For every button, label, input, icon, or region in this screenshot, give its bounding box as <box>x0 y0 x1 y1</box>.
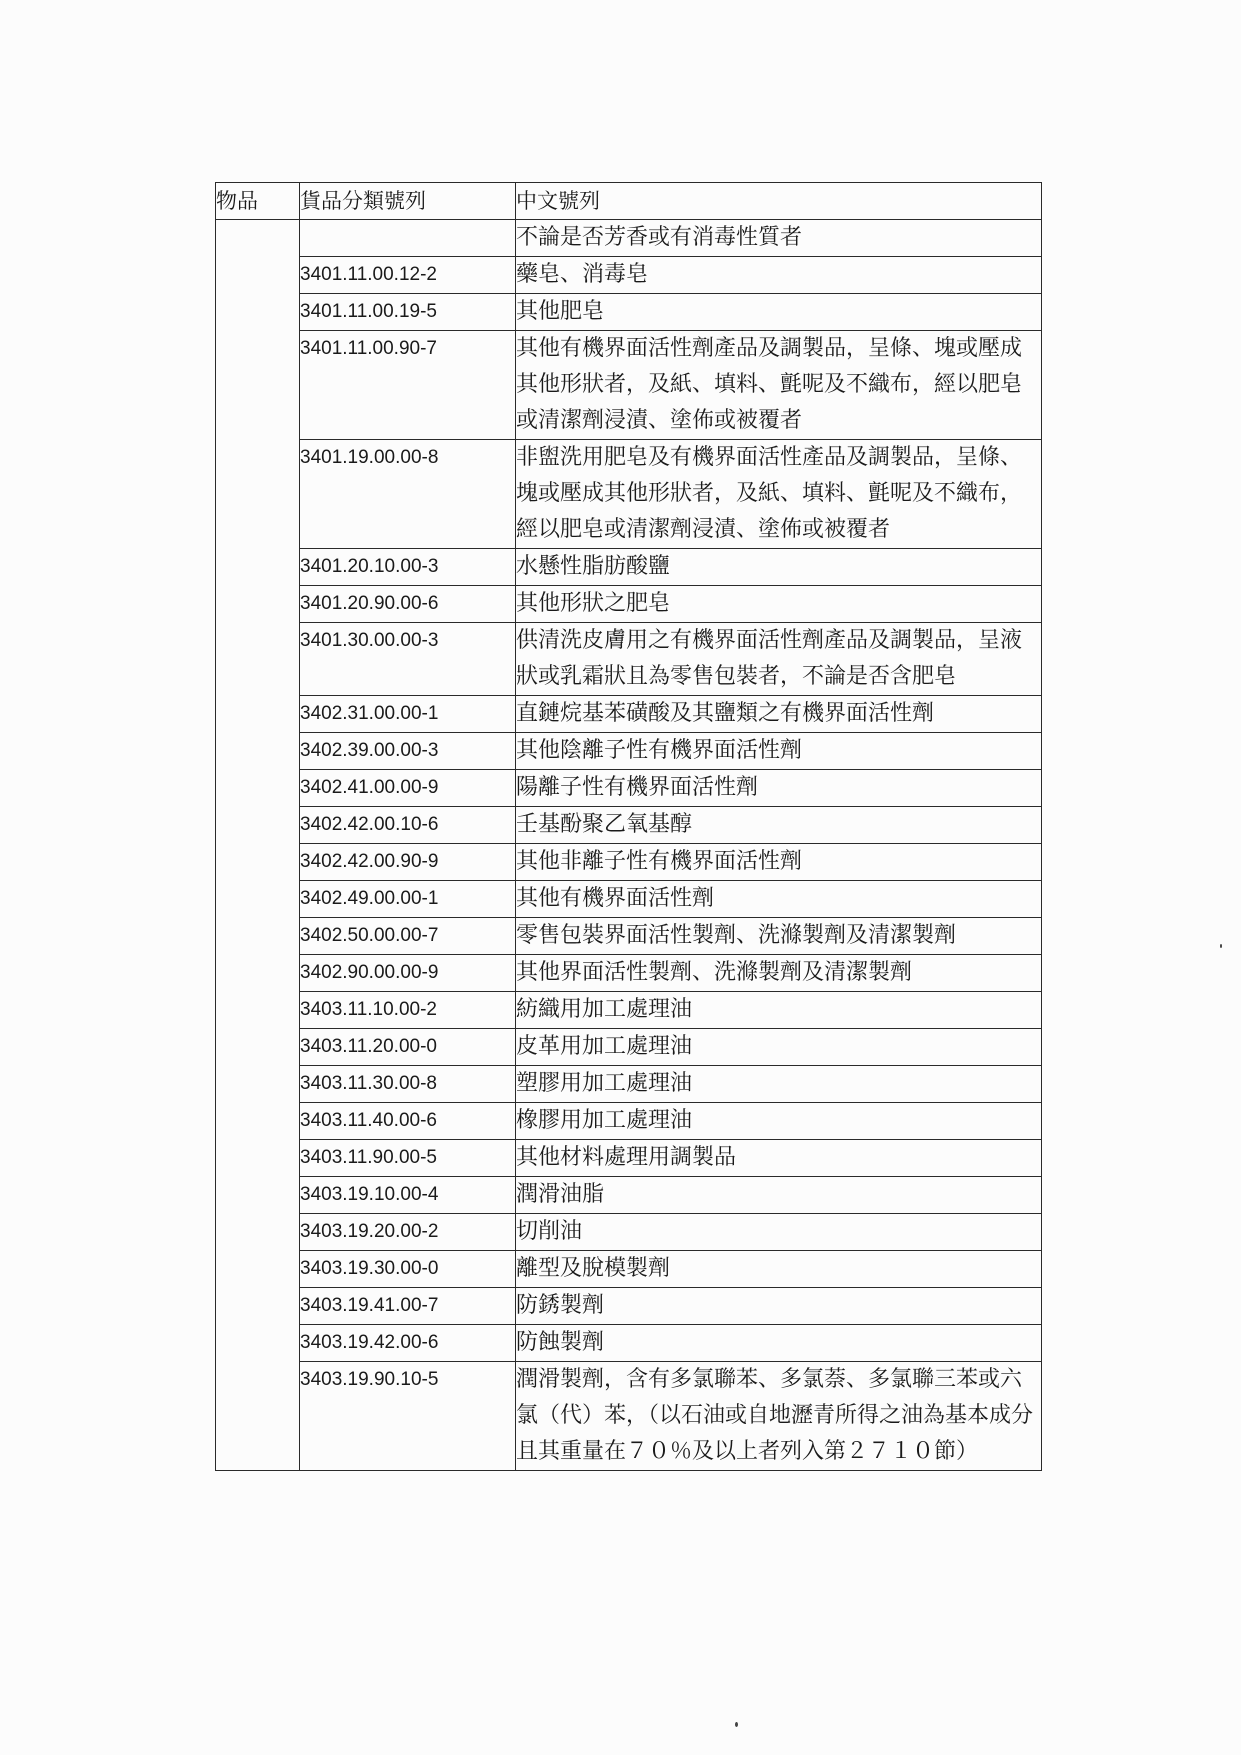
table-row <box>216 294 1042 331</box>
description-cell: 藥皂、消毒皂 <box>516 257 1042 294</box>
code-cell: 3401.11.00.90-7 <box>300 331 516 440</box>
code-cell: 3403.11.10.00-2 <box>300 992 516 1029</box>
description-cell: 塑膠用加工處理油 <box>516 1066 1042 1103</box>
code-cell: 3401.30.00.00-3 <box>300 623 516 696</box>
table-row <box>216 770 1042 807</box>
table-row <box>216 918 1042 955</box>
item-cell <box>216 220 300 1471</box>
code-cell: 3403.19.30.00-0 <box>300 1251 516 1288</box>
description-cell: 皮革用加工處理油 <box>516 1029 1042 1066</box>
code-cell: 3403.11.40.00-6 <box>300 1103 516 1140</box>
header-item: 物品 <box>216 183 300 220</box>
table-row <box>216 1066 1042 1103</box>
code-cell: 3401.20.10.00-3 <box>300 549 516 586</box>
table-row <box>216 623 1042 696</box>
code-cell: 3402.42.00.90-9 <box>300 844 516 881</box>
description-cell: 其他材料處理用調製品 <box>516 1140 1042 1177</box>
table-row <box>216 1288 1042 1325</box>
description-cell: 不論是否芳香或有消毒性質者 <box>516 220 1042 257</box>
description-cell: 直鏈烷基苯磺酸及其鹽類之有機界面活性劑 <box>516 696 1042 733</box>
code-cell: 3403.11.90.00-5 <box>300 1140 516 1177</box>
code-cell: 3402.50.00.00-7 <box>300 918 516 955</box>
table-body <box>216 220 1042 1471</box>
table-row <box>216 440 1042 549</box>
table-row <box>216 331 1042 440</box>
code-cell: 3402.90.00.00-9 <box>300 955 516 992</box>
table-row <box>216 844 1042 881</box>
code-cell: 3402.31.00.00-1 <box>300 696 516 733</box>
code-cell: 3401.19.00.00-8 <box>300 440 516 549</box>
table-row <box>216 1325 1042 1362</box>
description-cell: 其他非離子性有機界面活性劑 <box>516 844 1042 881</box>
code-cell: 3401.11.00.19-5 <box>300 294 516 331</box>
code-cell: 3403.11.30.00-8 <box>300 1066 516 1103</box>
table-row <box>216 992 1042 1029</box>
table-row <box>216 807 1042 844</box>
code-cell: 3401.20.90.00-6 <box>300 586 516 623</box>
table-row <box>216 881 1042 918</box>
table-row <box>216 586 1042 623</box>
table-row <box>216 1029 1042 1066</box>
description-cell: 壬基酚聚乙氧基醇 <box>516 807 1042 844</box>
table-row <box>216 1214 1042 1251</box>
description-cell: 橡膠用加工處理油 <box>516 1103 1042 1140</box>
description-cell: 其他形狀之肥皂 <box>516 586 1042 623</box>
table-row <box>216 1177 1042 1214</box>
code-cell: 3403.19.41.00-7 <box>300 1288 516 1325</box>
table-row <box>216 1103 1042 1140</box>
code-cell: 3403.19.20.00-2 <box>300 1214 516 1251</box>
description-cell: 其他界面活性製劑、洗滌製劑及清潔製劑 <box>516 955 1042 992</box>
description-cell: 供清洗皮膚用之有機界面活性劑產品及調製品，呈液狀或乳霜狀且為零售包裝者，不論是否含肥皂 <box>516 623 1042 696</box>
description-cell: 零售包裝界面活性製劑、洗滌製劑及清潔製劑 <box>516 918 1042 955</box>
table-row <box>216 1362 1042 1471</box>
description-cell: 非盥洗用肥皂及有機界面活性產品及調製品，呈條、塊或壓成其他形狀者，及紙、填料、氈呢及不織布，經以肥皂或清潔劑浸漬、塗佈或被覆者 <box>516 440 1042 549</box>
table-row <box>216 549 1042 586</box>
code-cell: 3402.41.00.00-9 <box>300 770 516 807</box>
code-cell: 3403.19.90.10-5 <box>300 1362 516 1471</box>
description-cell: 切削油 <box>516 1214 1042 1251</box>
table-row <box>216 696 1042 733</box>
table-row <box>216 733 1042 770</box>
code-cell: 3401.11.00.12-2 <box>300 257 516 294</box>
description-cell: 離型及脫模製劑 <box>516 1251 1042 1288</box>
code-cell: 3403.19.10.00-4 <box>300 1177 516 1214</box>
code-cell: 3403.19.42.00-6 <box>300 1325 516 1362</box>
description-cell: 潤滑油脂 <box>516 1177 1042 1214</box>
table-row <box>216 1140 1042 1177</box>
description-cell: 其他有機界面活性劑 <box>516 881 1042 918</box>
scan-speck <box>1220 944 1222 948</box>
description-cell: 其他肥皂 <box>516 294 1042 331</box>
description-cell: 防蝕製劑 <box>516 1325 1042 1362</box>
scan-speck <box>735 1722 738 1727</box>
code-cell: 3402.39.00.00-3 <box>300 733 516 770</box>
table-header-row <box>216 183 1042 220</box>
description-cell: 水懸性脂肪酸鹽 <box>516 549 1042 586</box>
description-cell: 陽離子性有機界面活性劑 <box>516 770 1042 807</box>
table-row <box>216 220 1042 257</box>
tariff-table <box>215 182 1042 1471</box>
description-cell: 潤滑製劑，含有多氯聯苯、多氯萘、多氯聯三苯或六氯（代）苯，（以石油或自地瀝青所得之油為基本成分且其重量在７０％及以上者列入第２７１０節） <box>516 1362 1042 1471</box>
code-cell: 3402.42.00.10-6 <box>300 807 516 844</box>
code-cell: 3403.11.20.00-0 <box>300 1029 516 1066</box>
description-cell: 防銹製劑 <box>516 1288 1042 1325</box>
description-cell: 其他陰離子性有機界面活性劑 <box>516 733 1042 770</box>
code-cell <box>300 220 516 257</box>
table-row <box>216 257 1042 294</box>
description-cell: 紡織用加工處理油 <box>516 992 1042 1029</box>
table-row <box>216 1251 1042 1288</box>
header-code: 貨品分類號列 <box>300 183 516 220</box>
description-cell: 其他有機界面活性劑產品及調製品，呈條、塊或壓成其他形狀者，及紙、填料、氈呢及不織布，經以肥皂或清潔劑浸漬、塗佈或被覆者 <box>516 331 1042 440</box>
code-cell: 3402.49.00.00-1 <box>300 881 516 918</box>
table-row <box>216 955 1042 992</box>
header-chinese-desc: 中文號列 <box>516 183 1042 220</box>
